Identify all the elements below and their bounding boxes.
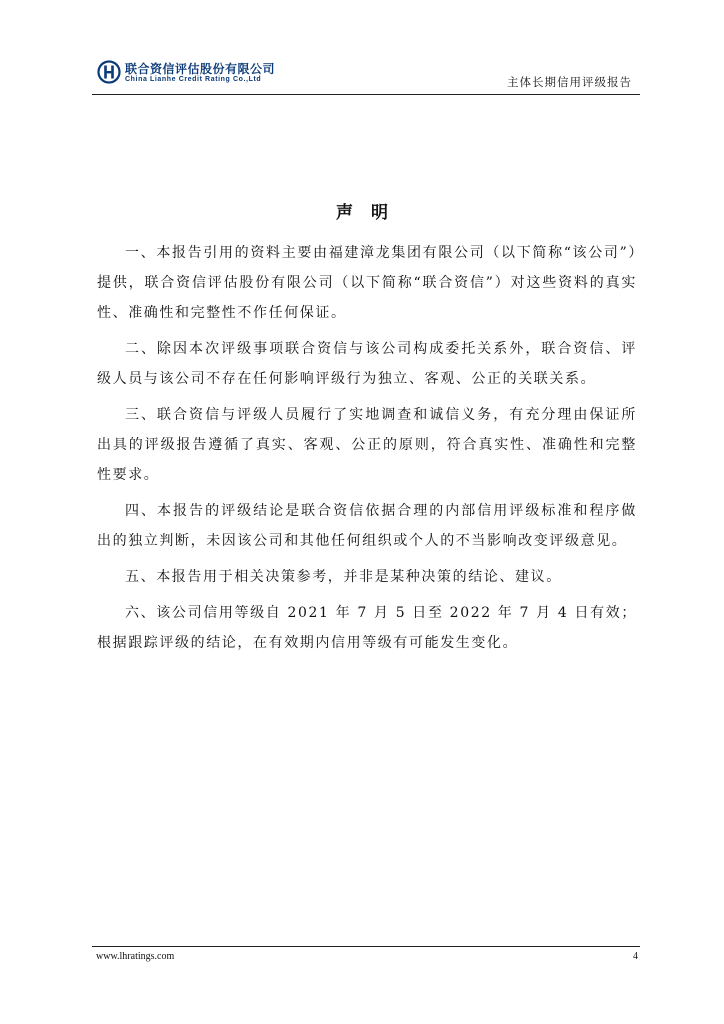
report-type: 主体长期信用评级报告 <box>507 75 632 89</box>
company-name-cn: 联合资信评估股份有限公司 <box>125 62 276 76</box>
company-name-en: China Lianhe Credit Rating Co.,Ltd <box>125 76 262 83</box>
statement-paragraph-3: 三、联合资信与评级人员履行了实地调查和诚信义务，有充分理由保证所出具的评级报告遵循了真实、客观、公正的原则，符合真实性、准确性和完整性要求。 <box>97 407 637 483</box>
header-divider <box>92 94 640 95</box>
statement-body <box>97 238 637 658</box>
statement-paragraph-2: 二、除因本次评级事项联合资信与该公司构成委托关系外，联合资信、评级人员与该公司不存在任何影响评级行为独立、客观、公正的关联关系。 <box>97 341 637 387</box>
footer-url: www.lhratings.com <box>96 951 175 962</box>
statement-paragraph-4: 四、本报告的评级结论是联合资信依据合理的内部信用评级标准和程序做出的独立判断，未因该公司和其他任何组织或个人的不当影响改变评级意见。 <box>97 503 637 549</box>
page-header <box>92 56 640 94</box>
footer-divider <box>92 946 640 947</box>
statement-paragraph-1: 一、本报告引用的资料主要由福建漳龙集团有限公司（以下简称“该公司”）提供，联合资信评估股份有限公司（以下简称“联合资信”）对这些资料的真实性、准确性和完整性不作任何保证。 <box>97 245 637 321</box>
page-number: 4 <box>633 951 638 962</box>
lianhe-logo-icon <box>97 60 121 84</box>
statement-paragraph-6: 六、该公司信用等级自 2021 年 7 月 5 日至 2022 年 7 月 4 日有效；根据跟踪评级的结论，在有效期内信用等级有可能发生变化。 <box>97 605 637 651</box>
page-title: 声明 <box>336 203 406 223</box>
statement-paragraph-5: 五、本报告用于相关决策参考，并非是某种决策的结论、建议。 <box>125 569 562 585</box>
